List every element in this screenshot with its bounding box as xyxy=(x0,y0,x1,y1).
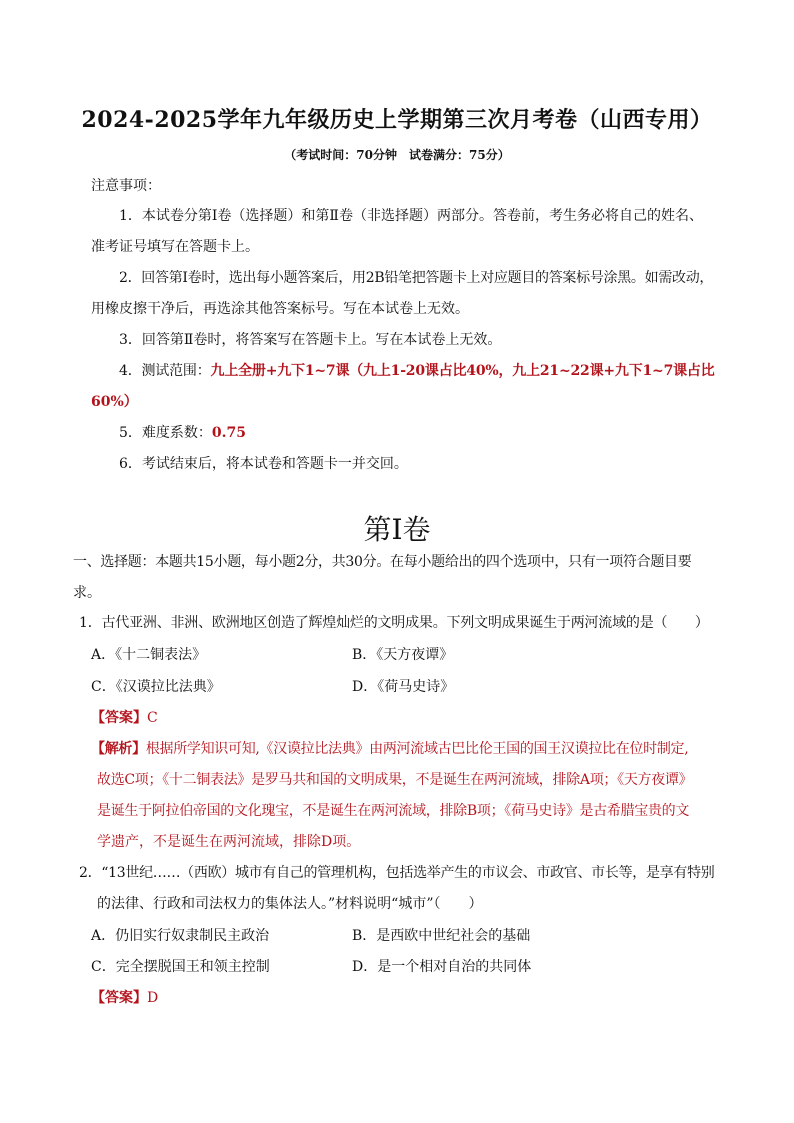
note-4-line-2: 60%） xyxy=(91,394,138,410)
note-1-line-2: 准考证号填写在答题卡上。 xyxy=(91,239,259,255)
q1-analysis-line-2: 故选C项；《十二铜表法》是罗马共和国的文明成果，不是诞生在两河流域，排除A项；《天方夜谭》 xyxy=(97,772,693,788)
q2-answer-value: D xyxy=(147,990,159,1006)
section-intro-line-1: 一、选择题：本题共15小题，每小题2分，共30分。在每小题给出的四个选项中，只有一项符合题目要 xyxy=(73,554,692,570)
q1-option-d: D．《荷马史诗》 xyxy=(352,679,455,695)
note-2-line-2: 用橡皮擦干净后，再选涂其他答案标号。写在本试卷上无效。 xyxy=(91,301,469,317)
note-5-prefix: 5．难度系数： xyxy=(119,425,212,441)
q2-stem-line-2: 的法律、行政和司法权力的集体法人。”材料说明“城市”（ ） xyxy=(97,896,483,912)
q1-answer xyxy=(91,709,158,727)
q1-answer-label: 【答案】 xyxy=(91,710,147,726)
q1-analysis-line-3: 是诞生于阿拉伯帝国的文化瑰宝，不是诞生在两河流域，排除B项；《荷马史诗》是古希腊宝贵的文 xyxy=(97,803,690,819)
q2-option-c: C．完全摆脱国王和领主控制 xyxy=(91,959,270,975)
note-4-line-1 xyxy=(119,362,715,380)
q2-answer-label: 【答案】 xyxy=(91,990,147,1006)
note-2-line-1: 2．回答第Ⅰ卷时，选出每小题答案后，用2B铅笔把答题卡上对应题目的答案标号涂黑。如需改动， xyxy=(119,270,714,286)
q1-option-a: A．《十二铜表法》 xyxy=(91,647,207,663)
q1-analysis-label: 【解析】 xyxy=(91,741,146,757)
note-6: 6．考试结束后，将本试卷和答题卡一并交回。 xyxy=(119,456,408,472)
difficulty-value: 0.75 xyxy=(211,425,247,441)
q1-option-c: C．《汉谟拉比法典》 xyxy=(91,679,221,695)
section-intro-line-2: 求。 xyxy=(73,585,101,601)
q1-stem: 1．古代亚洲、非洲、欧洲地区创造了辉煌灿烂的文明成果。下列文明成果诞生于两河流域的是（ ） xyxy=(79,615,709,631)
q2-answer xyxy=(91,989,158,1007)
q1-analysis-line-4: 学遗产，不是诞生在两河流域，排除D项。 xyxy=(97,834,361,850)
note-5 xyxy=(119,424,246,442)
q1-answer-value: C xyxy=(147,710,158,726)
note-4-prefix: 4．测试范围： xyxy=(119,363,211,379)
q1-analysis-line-1 xyxy=(91,740,688,758)
notes-heading: 注意事项： xyxy=(91,178,161,194)
exam-subtitle: （考试时间：70分钟 试卷满分：75分） xyxy=(284,148,510,162)
q1-option-b: B．《天方夜谭》 xyxy=(352,647,454,663)
exam-title: 2024-2025学年九年级历史上学期第三次月考卷（山西专用） xyxy=(81,107,713,133)
q2-stem-line-1: 2．“13世纪……（西欧）城市有自己的管理机构，包括选举产生的市议会、市政官、市长等，是享有特别 xyxy=(79,865,715,881)
q2-option-a: A．仍旧实行奴隶制民主政治 xyxy=(91,928,270,944)
q2-option-d: D．是一个相对自治的共同体 xyxy=(352,959,532,975)
q1-analysis-text-1: 根据所学知识可知,《汉谟拉比法典》由两河流域古巴比伦王国的国王汉谟拉比在位时制定, xyxy=(145,741,689,757)
section-title: 第Ⅰ卷 xyxy=(363,513,431,546)
note-3: 3．回答第Ⅱ卷时，将答案写在答题卡上。写在本试卷上无效。 xyxy=(119,332,502,348)
q2-option-b: B．是西欧中世纪社会的基础 xyxy=(352,928,531,944)
note-4-scope: 九上全册+九下1~7课（九上1-20课占比40%，九上21~22课+九下1~7课占比 xyxy=(210,363,715,379)
note-1-line-1: 1．本试卷分第Ⅰ卷（选择题）和第Ⅱ卷（非选择题）两部分。答卷前，考生务必将自己的姓名、 xyxy=(119,208,703,224)
